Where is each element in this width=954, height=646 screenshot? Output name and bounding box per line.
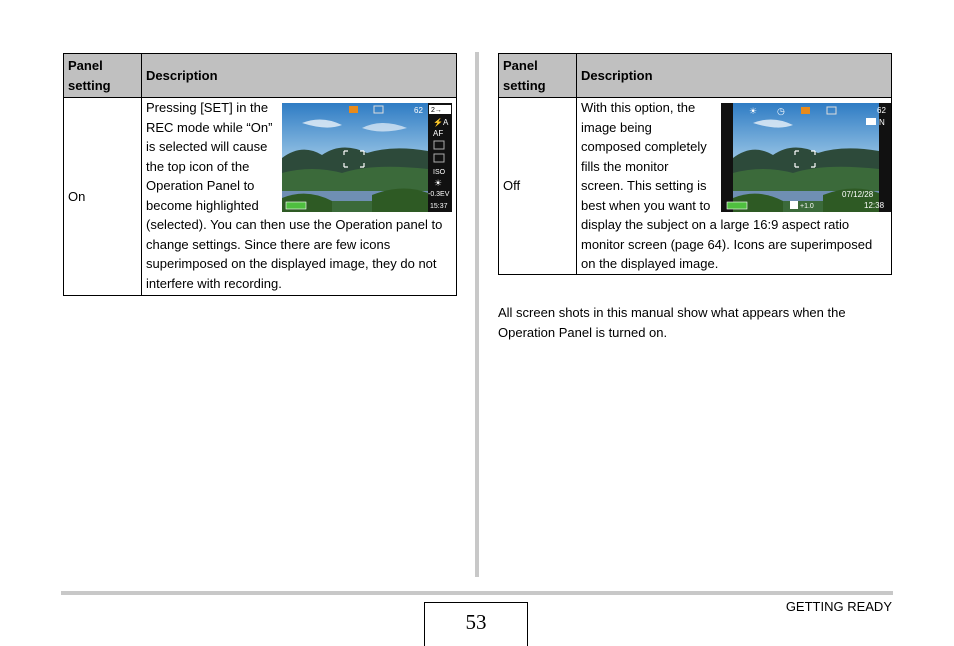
- section-title: GETTING READY: [785, 599, 892, 614]
- date: 07/12/28: [842, 190, 874, 199]
- shots-remaining: 62: [414, 106, 423, 115]
- panel-size-icon: 2→: [431, 107, 442, 114]
- right-header-setting: Panel setting: [499, 54, 577, 98]
- left-row-setting: On: [64, 98, 142, 296]
- camera-screen-panel-on: [282, 103, 452, 212]
- column-divider: [475, 52, 479, 577]
- white-balance-icon: ☀: [434, 178, 443, 188]
- ev-value: +1.0: [800, 203, 814, 210]
- battery-icon: [286, 202, 306, 209]
- self-timer-icon: ◷: [777, 106, 785, 116]
- page-number: 53: [424, 602, 528, 646]
- af-icon: AF: [433, 129, 444, 138]
- camera-screen-panel-off: [721, 103, 891, 212]
- shots-remaining: 62: [877, 106, 886, 115]
- ev-icon: [790, 201, 798, 209]
- iso-icon: ISO: [433, 169, 446, 176]
- right-settings-table: [498, 53, 892, 275]
- left-header-setting: Panel setting: [64, 54, 142, 98]
- clock-time: 15:37: [430, 203, 448, 210]
- record-mode-icon: [801, 107, 810, 114]
- battery-icon: [727, 202, 747, 209]
- right-header-description: Description: [577, 54, 892, 98]
- white-balance-icon: ☀: [749, 106, 758, 116]
- record-mode-icon: [349, 106, 358, 113]
- left-settings-table: [63, 53, 457, 296]
- left-row-description: Pressing [SET] in the REC mode while “On” is selected will cause the top icon of the Operation Panel to become highlighted (selected). You can then use the Operation panel to change settings. Since there are few icons superimposed on the displayed image, they do not interfere with recording.: [146, 100, 443, 291]
- ev-value: -0.3EV: [428, 191, 450, 198]
- quality-icon: N: [879, 118, 885, 127]
- left-header-description: Description: [142, 54, 457, 98]
- right-row-description: With this option, the image being composed completely fills the monitor screen. This setting is best when you want to display the subject on a large 16:9 aspect ratio monitor screen (page 64). Icons are superimposed on the displayed image.: [581, 100, 873, 271]
- right-row-description-cell: [577, 98, 892, 275]
- screenshot-note: All screen shots in this manual show what appears when the Operation Panel is turned on.: [498, 305, 846, 340]
- clock-time: 12:38: [864, 201, 885, 210]
- left-row-description-cell: [142, 98, 457, 296]
- image-size-icon: [866, 118, 876, 125]
- right-row-setting: Off: [499, 98, 577, 275]
- flash-icon: ⚡A: [433, 118, 449, 127]
- footer-rule: [61, 591, 893, 595]
